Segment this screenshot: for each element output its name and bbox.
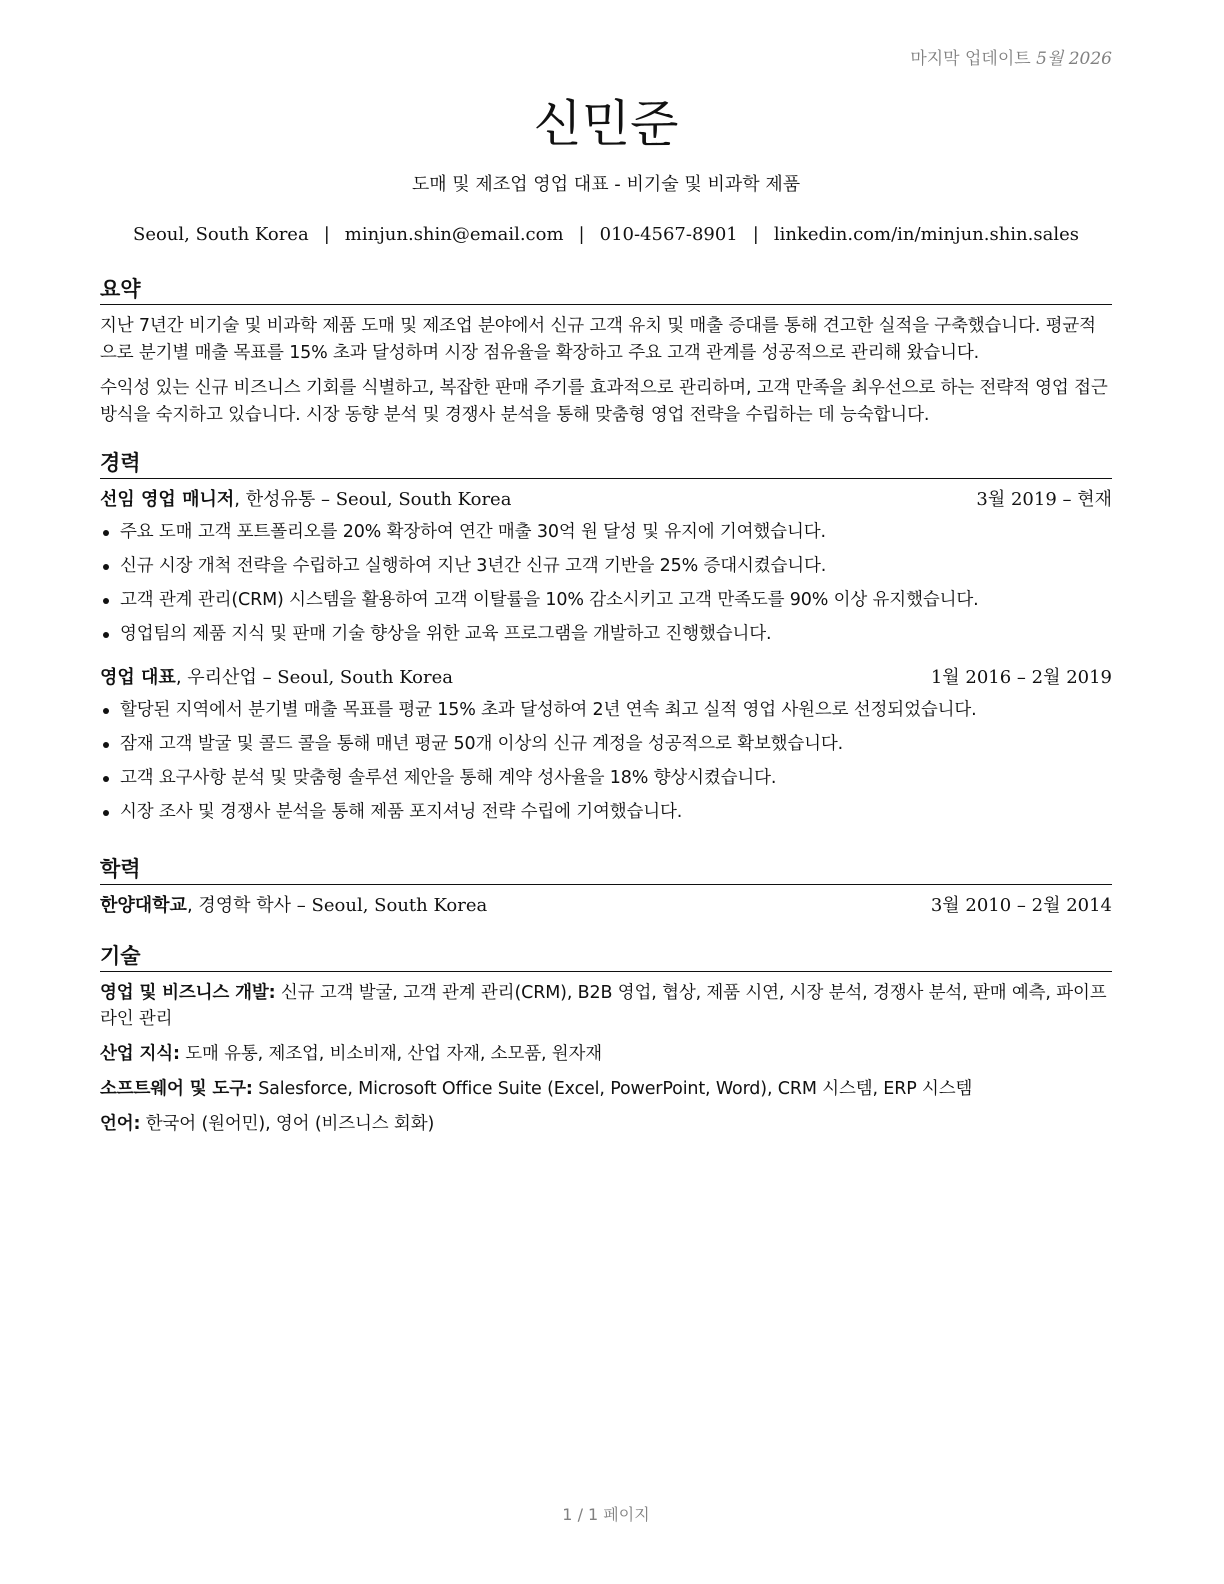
skill-value: 신규 고객 발굴, 고객 관계 관리(CRM), B2B 영업, 협상, 제품 시연, 시장 분석, 경쟁사 분석, 판매 예측, 파이프라인 관리 bbox=[100, 983, 1107, 1029]
candidate-headline: 도매 및 제조업 영업 대표 - 비기술 및 비과학 제품 bbox=[411, 174, 801, 195]
contact-line bbox=[100, 224, 1112, 245]
job-location: Seoul, South Korea bbox=[277, 667, 454, 688]
skill-row bbox=[100, 1111, 1112, 1137]
summary-section bbox=[100, 276, 1112, 437]
contact-separator: | bbox=[323, 224, 330, 245]
contact-linkedin[interactable]: linkedin.com/in/minjun.shin.sales bbox=[773, 224, 1079, 245]
resume-page bbox=[100, 0, 1112, 1584]
job-bullet: 영업팀의 제품 지식 및 판매 기술 향상을 위한 교육 프로그램을 개발하고 진행했습니다. bbox=[100, 621, 1112, 647]
contact-phone: 010-4567-8901 bbox=[599, 224, 738, 245]
job-bullet: 시장 조사 및 경쟁사 분석을 통해 제품 포지셔닝 전략 수립에 기여했습니다. bbox=[100, 799, 1112, 825]
job-bullet: 고객 요구사항 분석 및 맞춤형 솔루션 제안을 통해 계약 성사율을 18% 향상시켰습니다. bbox=[100, 765, 1112, 791]
bullet-icon bbox=[103, 810, 109, 816]
skill-value: 한국어 (원어민), 영어 (비즈니스 회화) bbox=[145, 1114, 435, 1134]
skill-label: 영업 및 비즈니스 개발: bbox=[100, 983, 276, 1003]
summary-paragraph: 수익성 있는 신규 비즈니스 기회를 식별하고, 복잡한 판매 주기를 효과적으로 관리하며, 고객 만족을 최우선으로 하는 전략적 영업 접근 방식을 숙지하고 있습니다. 시장 동향 분석 및 경쟁사 분석을 통해 맞춤형 영업 전략을 수립하는 데 능숙합니다. bbox=[100, 378, 1108, 425]
skills-section bbox=[100, 943, 1112, 1146]
job-header: 영업 대표, 우리산업 – Seoul, South Korea 1월 2016 – 2월 2019 bbox=[100, 665, 1112, 691]
job-role: 영업 대표 bbox=[100, 667, 176, 688]
education-title: 학력 bbox=[100, 856, 1112, 885]
page-number: 1 / 1 페이지 bbox=[562, 1505, 650, 1524]
last-updated bbox=[910, 44, 1112, 69]
skill-label: 소프트웨어 및 도구: bbox=[100, 1079, 253, 1099]
education-dates: 3월 2010 – 2월 2014 bbox=[930, 895, 1112, 916]
job-location: Seoul, South Korea bbox=[335, 489, 512, 510]
education-school: 한양대학교 bbox=[100, 895, 187, 916]
job-bullet: 고객 관계 관리(CRM) 시스템을 활용하여 고객 이탈률을 10% 감소시키고 고객 만족도를 90% 이상 유지했습니다. bbox=[100, 587, 1112, 613]
bullet-icon bbox=[103, 632, 109, 638]
skill-label: 산업 지식: bbox=[100, 1044, 180, 1064]
job-entry bbox=[100, 665, 1112, 825]
bullet-icon bbox=[103, 598, 109, 604]
job-bullet: 주요 도매 고객 포트폴리오를 20% 확장하여 연간 매출 30억 원 달성 및 유지에 기여했습니다. bbox=[100, 519, 1112, 545]
bullet-icon bbox=[103, 742, 109, 748]
education-location: Seoul, South Korea bbox=[311, 895, 488, 916]
last-updated-label: 마지막 업데이트 bbox=[910, 49, 1031, 69]
skills-title: 기술 bbox=[100, 943, 1112, 972]
job-bullets bbox=[100, 697, 1112, 825]
job-header: 선임 영업 매니저, 한성유통 – Seoul, South Korea 3월 2019 – 현재 bbox=[100, 487, 1112, 513]
skill-value: Salesforce, Microsoft Office Suite (Excel, PowerPoint, Word), CRM 시스템, ERP 시스템 bbox=[258, 1079, 973, 1099]
job-dates: 1월 2016 – 2월 2019 bbox=[930, 667, 1112, 688]
job-bullet: 할당된 지역에서 분기별 매출 목표를 평균 15% 초과 달성하여 2년 연속 최고 실적 영업 사원으로 선정되었습니다. bbox=[100, 697, 1112, 723]
experience-title: 경력 bbox=[100, 450, 1112, 479]
bullet-icon bbox=[103, 776, 109, 782]
education-entry: 한양대학교, 경영학 학사 – Seoul, South Korea 3월 2010 – 2월 2014 bbox=[100, 893, 1112, 919]
job-dates: 3월 2019 – 현재 bbox=[976, 489, 1112, 510]
last-updated-date: 5월 2026 bbox=[1036, 49, 1112, 69]
experience-section bbox=[100, 450, 1112, 833]
bullet-icon bbox=[103, 530, 109, 536]
job-company: 우리산업 bbox=[187, 667, 257, 688]
summary-paragraph: 지난 7년간 비기술 및 비과학 제품 도매 및 제조업 분야에서 신규 고객 유치 및 매출 증대를 통해 견고한 실적을 구축했습니다. 평균적으로 분기별 매출 목표를 15% 초과 달성하며 시장 점유율을 확장하고 주요 고객 관계를 성공적으로 관리해 왔습니다. bbox=[100, 316, 1096, 363]
skill-row bbox=[100, 1041, 1112, 1067]
contact-location: Seoul, South Korea bbox=[132, 224, 309, 245]
job-bullet: 신규 시장 개척 전략을 수립하고 실행하여 지난 3년간 신규 고객 기반을 25% 증대시켰습니다. bbox=[100, 553, 1112, 579]
contact-email[interactable]: minjun.shin@email.com bbox=[344, 224, 564, 245]
skill-row bbox=[100, 980, 1112, 1032]
summary-title: 요약 bbox=[100, 276, 1112, 305]
bullet-icon bbox=[103, 708, 109, 714]
job-role: 선임 영업 매니저 bbox=[100, 489, 235, 510]
candidate-name: 신민준 bbox=[533, 95, 679, 153]
skill-label: 언어: bbox=[100, 1114, 141, 1134]
education-section bbox=[100, 856, 1112, 925]
education-degree: 경영학 학사 bbox=[198, 895, 292, 916]
bullet-icon bbox=[103, 564, 109, 570]
job-entry bbox=[100, 487, 1112, 647]
contact-separator: | bbox=[578, 224, 585, 245]
skill-row bbox=[100, 1076, 1112, 1102]
contact-separator: | bbox=[752, 224, 759, 245]
skill-value: 도매 유통, 제조업, 비소비재, 산업 자재, 소모품, 원자재 bbox=[185, 1044, 603, 1064]
job-company: 한성유통 bbox=[245, 489, 316, 510]
job-bullet: 잠재 고객 발굴 및 콜드 콜을 통해 매년 평균 50개 이상의 신규 계정을 성공적으로 확보했습니다. bbox=[100, 731, 1112, 757]
job-bullets bbox=[100, 519, 1112, 647]
